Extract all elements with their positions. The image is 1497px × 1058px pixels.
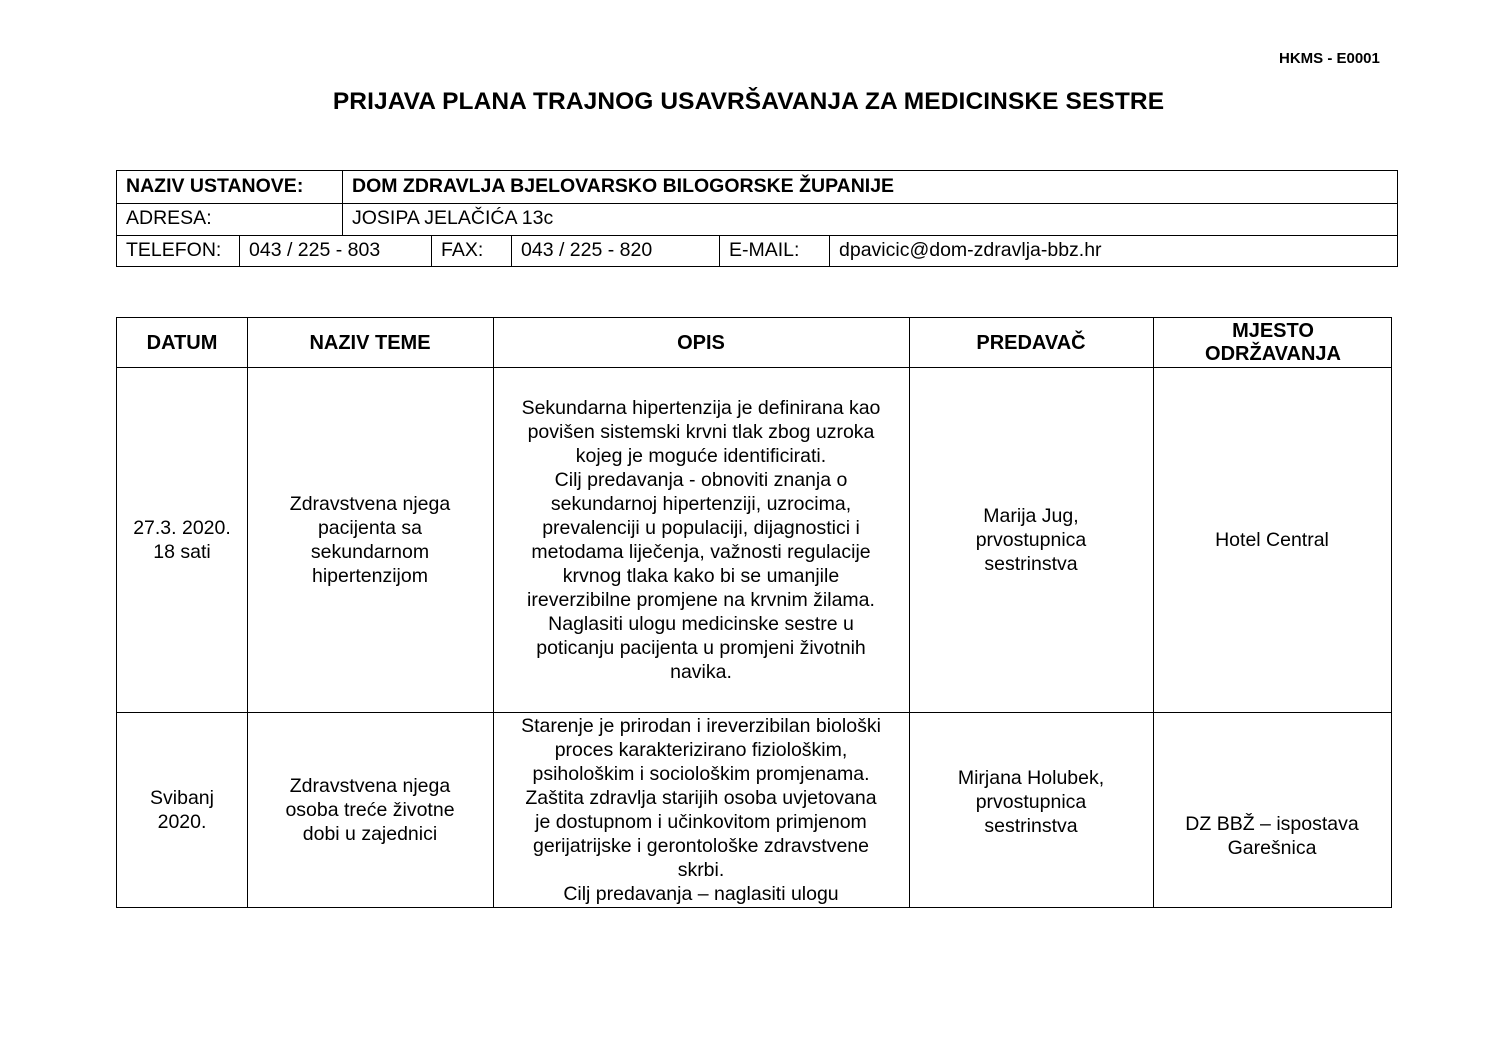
institution-info-table: [116, 170, 1398, 267]
phone-value: 043 / 225 - 803: [239, 235, 431, 267]
email-label: E-MAIL:: [719, 235, 829, 267]
address-label: ADRESA:: [126, 207, 212, 229]
fax-value: 043 / 225 - 820: [511, 235, 719, 267]
row1-description: Sekundarna hipertenzija je definirana kao povišen sistemski krvni tlak zbog uzroka kojeg je moguće identificirati. Cilj predavanja - obnoviti znanja o sekundarnoj hipertenziji, uzrocima, prevalenciji u populaciji, dijagnostici i metodama liječenja, važnosti regulacije krvnog tlaka kako bi se umanjile ireverzibilne promjene na krvnim žilama. Naglasiti ulogu medicinske sestre u poticanju pacijenta u promjeni životnih navika.: [521, 397, 881, 683]
institution-name-row: [117, 171, 1397, 204]
row2-location: DZ BBŽ – ispostava Garešnica: [1185, 813, 1359, 859]
row1-lecturer: Marija Jug, prvostupnica sestrinstva: [975, 505, 1087, 575]
institution-contact-row: [117, 235, 1397, 267]
fax-label: FAX:: [431, 235, 511, 267]
institution-address-row: [117, 203, 1397, 236]
header-description: OPIS: [677, 331, 725, 354]
row1-location: Hotel Central: [1215, 529, 1329, 551]
phone-label: TELEFON:: [126, 239, 222, 261]
row2-description: Starenje je prirodan i ireverzibilan biološki proces karakterizirano fiziološkim, psihološkim i sociološkim promjenama. Zaštita zdravlja starijih osoba uvjetovana je dostupnom i učinkovitom primjenom gerijatrijske i gerontološke zdravstvene skrbi. Cilj predavanja – naglasiti ulogu: [521, 715, 881, 905]
header-date: DATUM: [146, 331, 218, 354]
row2-lecturer: Mirjana Holubek, prvostupnica sestrinstva: [957, 767, 1105, 837]
institution-name-label: NAZIV USTANOVE:: [126, 175, 304, 197]
row2-date: Svibanj 2020.: [150, 787, 214, 833]
institution-name-value: DOM ZDRAVLJA BJELOVARSKO BILOGORSKE ŽUPANIJE: [342, 171, 1397, 203]
row1-date: 27.3. 2020. 18 sati: [133, 517, 231, 563]
header-location: MJESTO ODRŽAVANJA: [1205, 319, 1341, 365]
header-topic: NAZIV TEME: [309, 331, 431, 354]
form-code: HKMS - E0001: [1279, 50, 1380, 67]
document-title: PRIJAVA PLANA TRAJNOG USAVRŠAVANJA ZA MEDICINSKE SESTRE: [332, 88, 1165, 115]
training-plan-table: [116, 317, 1392, 908]
header-lecturer: PREDAVAČ: [976, 331, 1086, 354]
row1-topic: Zdravstvena njega pacijenta sa sekundarnom hipertenzijom: [289, 493, 451, 587]
row2-topic: Zdravstvena njega osoba treće životne dobi u zajednici: [285, 775, 455, 845]
address-value: JOSIPA JELAČIĆA 13c: [342, 203, 1397, 235]
email-value: dpavicic@dom-zdravlja-bbz.hr: [829, 235, 1397, 267]
